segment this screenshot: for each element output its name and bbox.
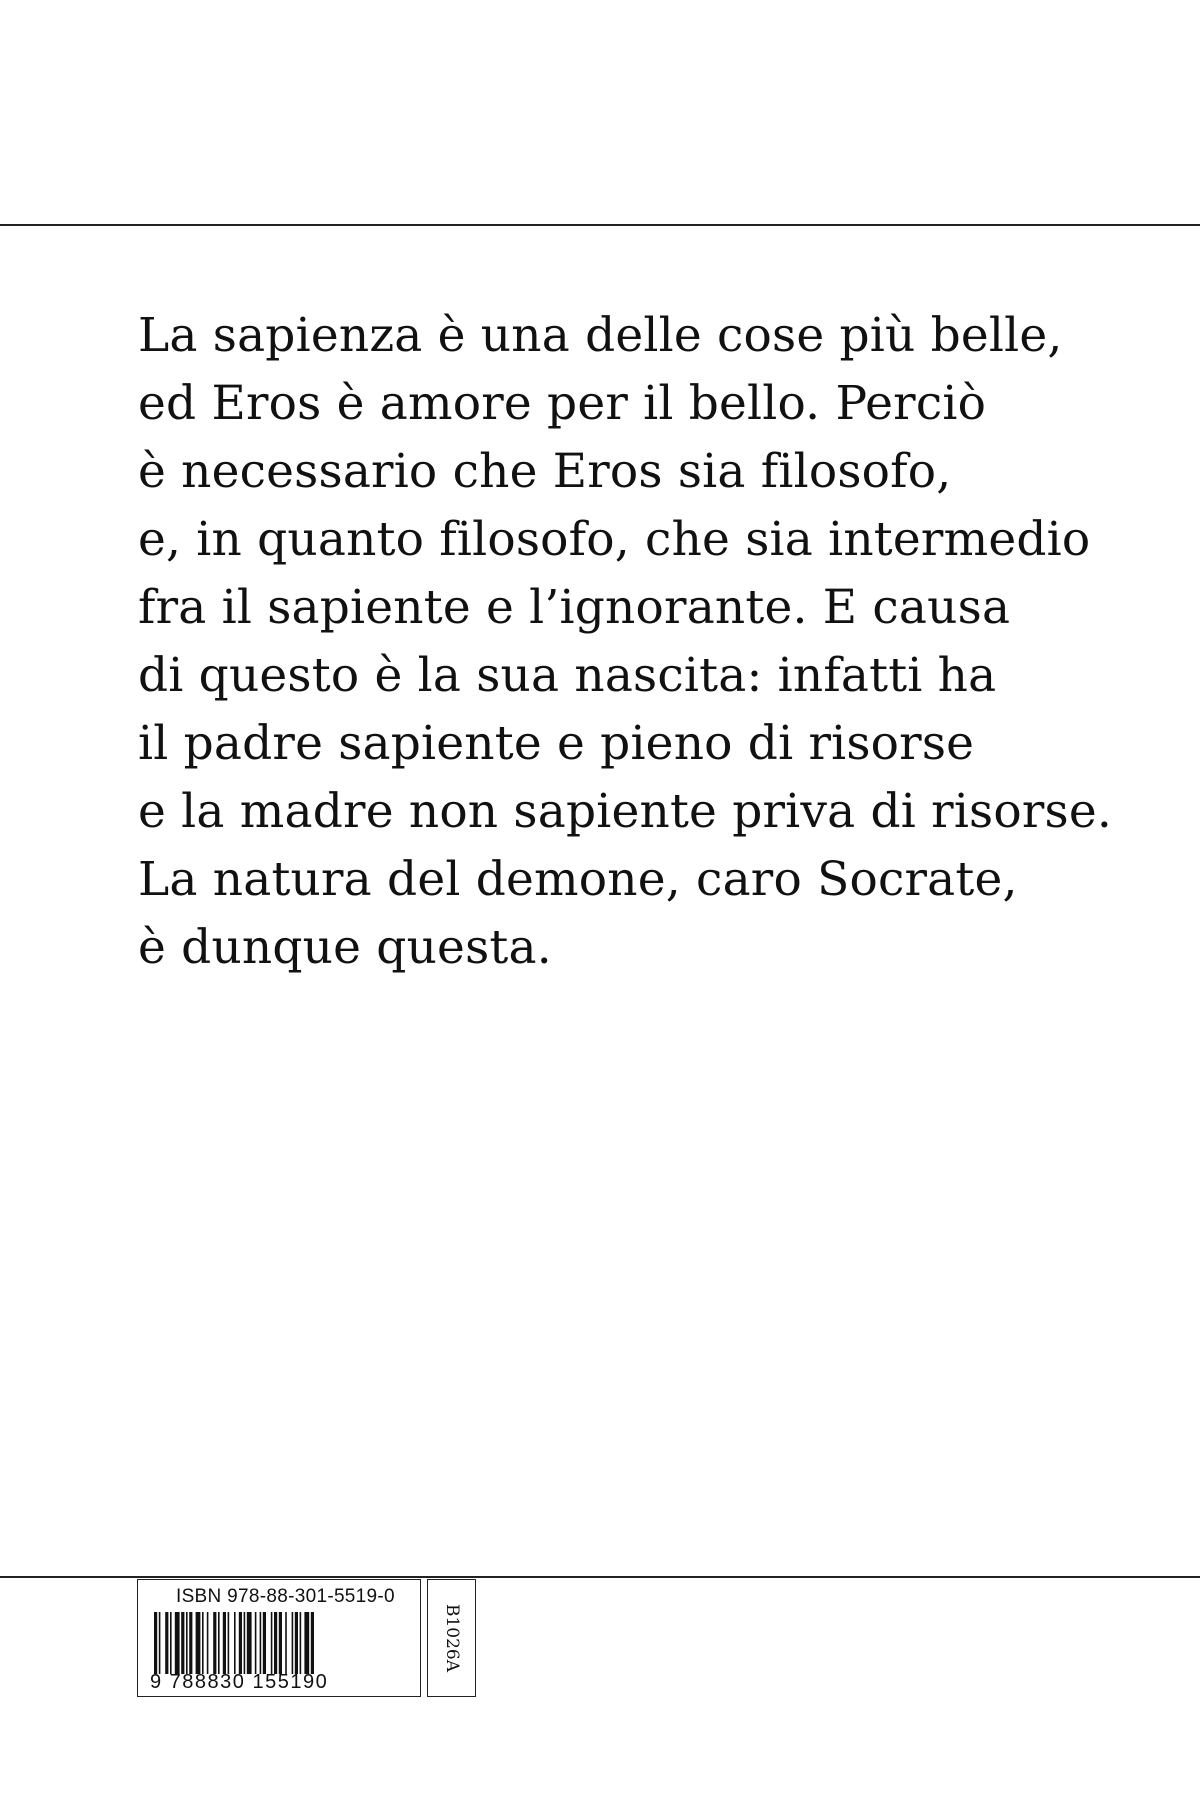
quote-line: il padre sapiente e pieno di risorse [138,716,975,771]
quote-line: La sapienza è una delle cose più belle, [138,308,1063,363]
quote-line: fra il sapiente e l’ignorante. E causa [138,580,1011,635]
quote-line: e la madre non sapiente priva di risorse. [138,784,1113,839]
bottom-divider [0,1576,1200,1578]
quote-line: è dunque questa. [138,920,552,975]
quote-line: è necessario che Eros sia filosofo, [138,444,952,499]
product-code: B1026A [441,1603,462,1673]
isbn-barcode-box [137,1579,421,1697]
quote-line: ed Eros è amore per il bello. Perciò [138,376,987,431]
back-cover-quote [138,302,1138,982]
barcode-digits: 9 788830 155190 [150,1671,329,1693]
quote-line: di questo è la sua nascita: infatti ha [138,648,997,703]
isbn-label: ISBN 978-88-301-5519-0 [176,1586,395,1607]
barcode-icon [152,1612,406,1674]
quote-line: e, in quanto filosofo, che sia intermedio [138,512,1091,567]
quote-line: La natura del demone, caro Socrate, [138,852,1018,907]
product-code-box [427,1579,476,1697]
top-divider [0,224,1200,226]
